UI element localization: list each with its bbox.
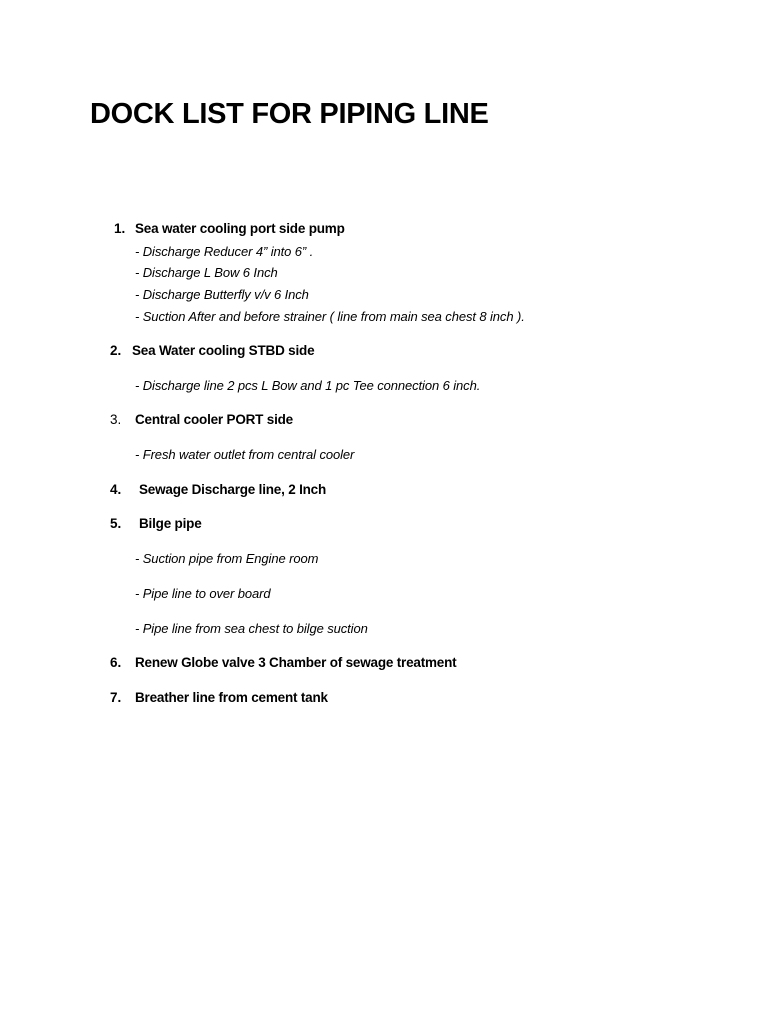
item-number: 4. [110, 482, 122, 497]
item-detail: - Suction pipe from Engine room [135, 551, 319, 566]
item-detail: - Fresh water outlet from central cooler [135, 447, 355, 462]
item-number: 1. [114, 221, 126, 236]
item-number: 6. [110, 655, 122, 670]
item-detail: - Discharge Butterfly v/v 6 Inch [135, 287, 309, 302]
item-heading: Sewage Discharge line, 2 Inch [139, 482, 327, 497]
item-detail: - Discharge Reducer 4” into 6” . [135, 244, 314, 259]
item-number: 3. [110, 412, 122, 427]
item-detail: - Pipe line from sea chest to bilge suction [135, 621, 368, 636]
item-number: 5. [110, 516, 122, 531]
item-detail: - Discharge line 2 pcs L Bow and 1 pc Tee connection 6 inch. [135, 378, 481, 393]
item-detail: - Pipe line to over board [135, 586, 271, 601]
item-heading: Sea water cooling port side pump [135, 221, 345, 236]
item-heading: Sea Water cooling STBD side [132, 343, 315, 358]
document-title: DOCK LIST FOR PIPING LINE [90, 98, 489, 130]
item-detail: - Suction After and before strainer ( line from main sea chest 8 inch ). [135, 309, 525, 324]
item-number: 2. [110, 343, 122, 358]
item-heading: Bilge pipe [139, 516, 202, 531]
item-heading: Renew Globe valve 3 Chamber of sewage treatment [135, 655, 457, 670]
item-heading: Central cooler PORT side [135, 412, 293, 427]
item-detail: - Discharge L Bow 6 Inch [135, 265, 278, 280]
item-heading: Breather line from cement tank [135, 690, 328, 705]
item-number: 7. [110, 690, 122, 705]
